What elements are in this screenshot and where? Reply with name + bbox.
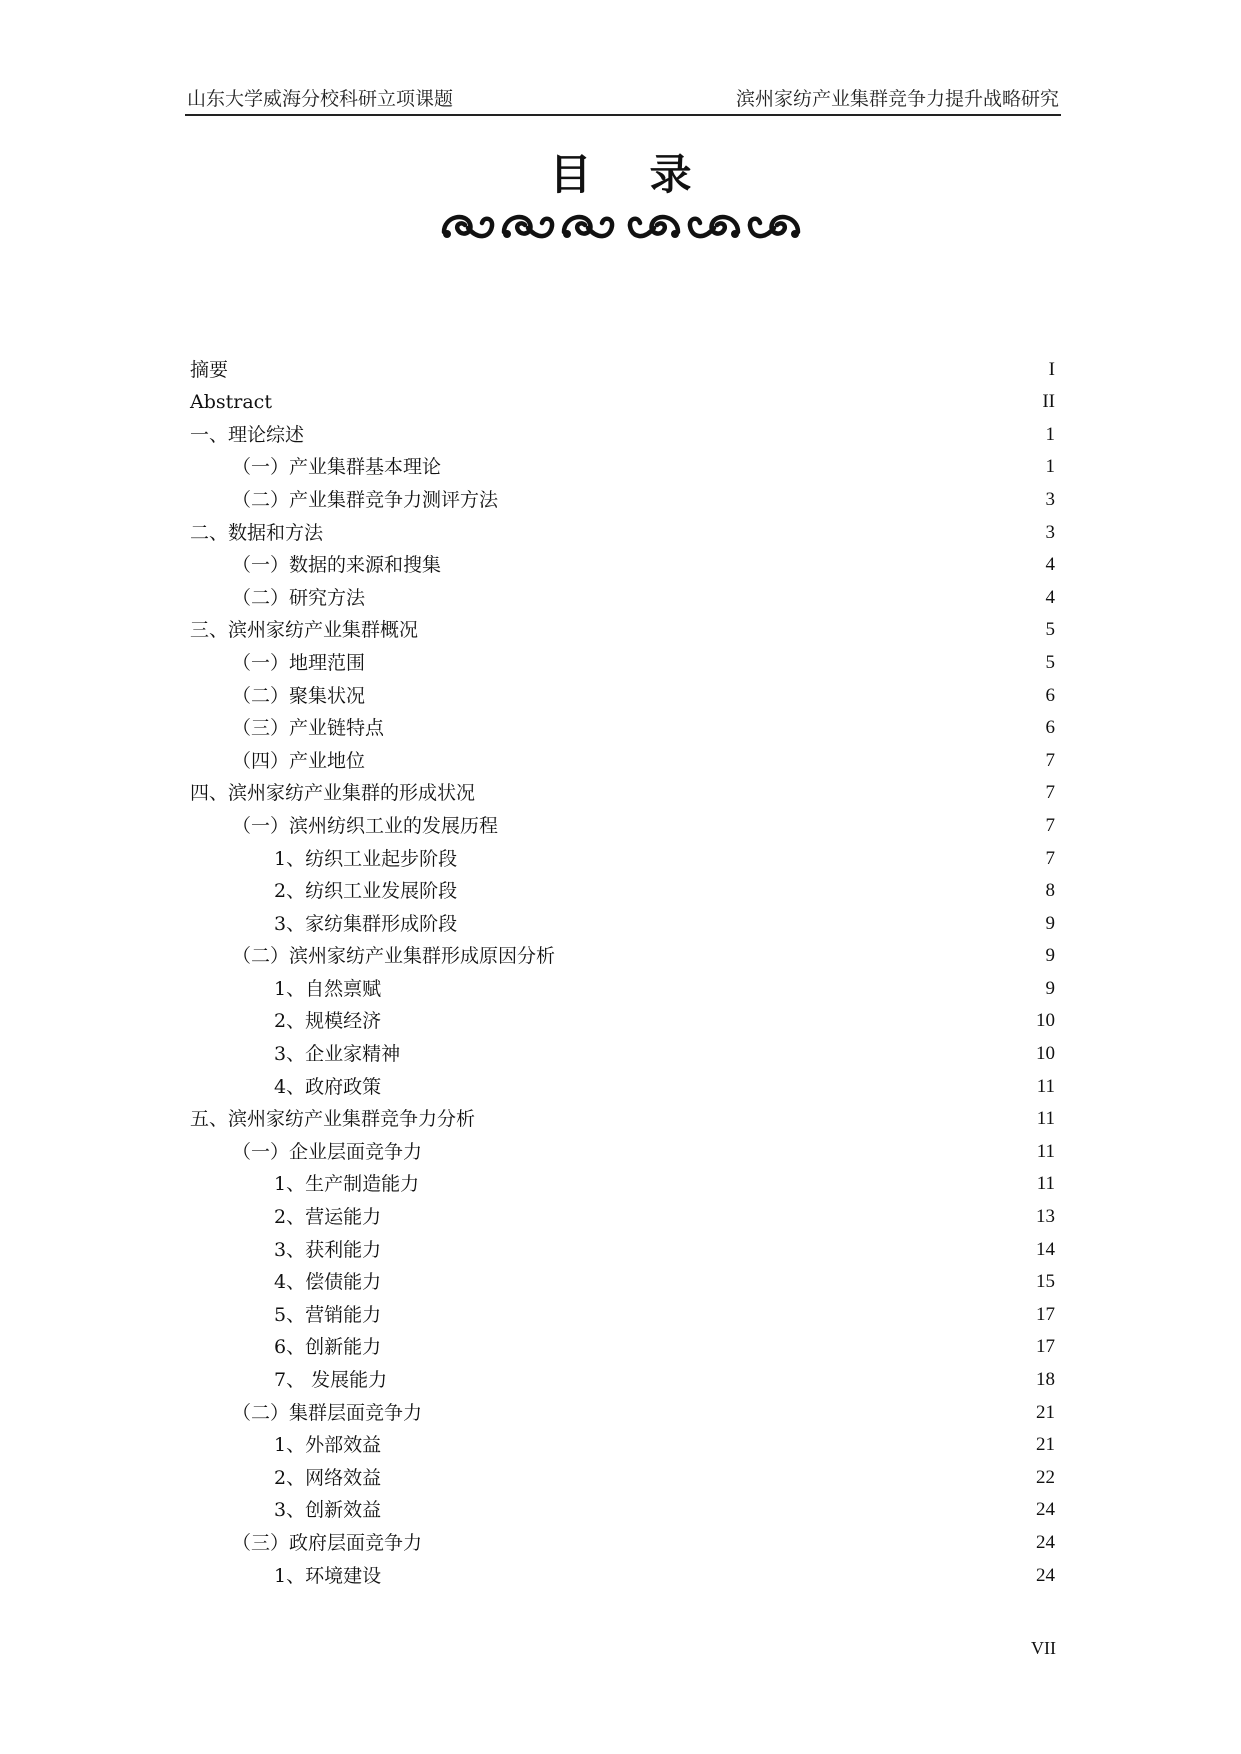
- toc-entry-page: 4: [1045, 554, 1055, 576]
- toc-entry[interactable]: [190, 1000, 1055, 1033]
- toc-entry-label: 3、获利能力: [274, 1238, 382, 1261]
- toc-entry-page: 7: [1045, 814, 1055, 836]
- toc-entry-page: 17: [1036, 1303, 1055, 1325]
- toc-entry-label: 2、营运能力: [274, 1206, 382, 1229]
- toc-entry[interactable]: [190, 576, 1055, 609]
- toc-entry[interactable]: [190, 1130, 1055, 1163]
- toc-dot-leader: [367, 750, 1043, 772]
- toc-entry[interactable]: [190, 609, 1055, 642]
- toc-dot-leader: [402, 1043, 1034, 1065]
- toc-entry[interactable]: [190, 935, 1055, 968]
- toc-entry-page: 7: [1045, 749, 1055, 771]
- toc-dot-leader: [383, 1499, 1034, 1521]
- toc-entry[interactable]: [190, 1261, 1055, 1294]
- toc-entry-label: （二）研究方法: [232, 586, 366, 609]
- toc-entry-label: （二）聚集状况: [232, 684, 366, 707]
- toc-dot-leader: [459, 880, 1043, 902]
- toc-entry-label: （一）产业集群基本理论: [232, 456, 442, 479]
- toc-dot-leader: [383, 1434, 1034, 1456]
- toc-entry[interactable]: [190, 1293, 1055, 1326]
- toc-entry-page: 5: [1045, 619, 1055, 641]
- toc-entry-page: 17: [1036, 1336, 1055, 1358]
- toc-entry-page: 9: [1045, 912, 1055, 934]
- toc-entry[interactable]: [190, 1489, 1055, 1522]
- toc-entry-page: 5: [1045, 651, 1055, 673]
- toc-entry-page: 1: [1045, 423, 1055, 445]
- toc-dot-leader: [383, 1239, 1034, 1261]
- toc-entry-label: 2、网络效益: [274, 1466, 382, 1489]
- toc-dot-leader: [367, 587, 1043, 609]
- toc-entry-page: II: [1042, 391, 1055, 413]
- toc-entry[interactable]: [190, 446, 1055, 479]
- toc-entry-page: 22: [1036, 1466, 1055, 1488]
- toc-entry-page: 11: [1036, 1173, 1055, 1195]
- toc-entry-label: 4、政府政策: [274, 1075, 382, 1098]
- toc-entry[interactable]: [190, 1228, 1055, 1261]
- toc-dot-leader: [500, 815, 1043, 837]
- toc-dot-leader: [443, 456, 1043, 478]
- page-number: VII: [1031, 1638, 1056, 1658]
- toc-entry[interactable]: [190, 1391, 1055, 1424]
- toc-dot-leader: [230, 359, 1047, 381]
- toc-entry[interactable]: [190, 1098, 1055, 1131]
- toc-dot-leader: [383, 978, 1043, 1000]
- toc-entry[interactable]: [190, 381, 1055, 414]
- toc-dot-leader: [386, 717, 1043, 739]
- toc-entry-label: 2、纺织工业发展阶段: [274, 880, 458, 903]
- toc-entry-page: 24: [1036, 1499, 1055, 1521]
- toc-entry[interactable]: [190, 1032, 1055, 1065]
- toc-entry-label: Abstract: [190, 391, 272, 414]
- header-left-text: 山东大学威海分校科研立项课题: [187, 88, 454, 110]
- toc-entry-label: 6、创新能力: [274, 1336, 382, 1359]
- toc-entry-page: 18: [1036, 1369, 1055, 1390]
- toc-entry-page: 1: [1045, 456, 1055, 478]
- toc-entry-page: 10: [1036, 1010, 1055, 1032]
- toc-entry[interactable]: [190, 1358, 1055, 1391]
- toc-entry[interactable]: [190, 641, 1055, 674]
- toc-entry-page: 9: [1045, 977, 1055, 999]
- toc-entry-page: 15: [1036, 1271, 1055, 1293]
- toc-entry-label: 一、理论综述: [190, 423, 305, 446]
- toc-entry[interactable]: [190, 674, 1055, 707]
- toc-entry-label: （一）滨州纺织工业的发展历程: [232, 814, 499, 837]
- toc-entry[interactable]: [190, 837, 1055, 870]
- running-header: [185, 86, 1061, 116]
- toc-entry[interactable]: [190, 348, 1055, 381]
- toc-entry-page: 11: [1036, 1108, 1055, 1130]
- toc-dot-leader: [424, 1402, 1034, 1424]
- toc-entry-label: 7、 发展能力: [274, 1369, 388, 1391]
- toc-entry-page: 24: [1036, 1531, 1055, 1553]
- toc-entry-page: 6: [1045, 717, 1055, 739]
- toc-entry-label: 1、环境建设: [274, 1564, 382, 1587]
- toc-entry-label: （三）政府层面竞争力: [232, 1531, 423, 1554]
- toc-entry[interactable]: [190, 1195, 1055, 1228]
- toc-entry-label: （一）地理范围: [232, 651, 366, 674]
- toc-dot-leader: [477, 1108, 1035, 1130]
- toc-entry[interactable]: [190, 1424, 1055, 1457]
- toc-entry-label: 1、外部效益: [274, 1434, 382, 1457]
- toc-entry-page: 21: [1036, 1434, 1055, 1456]
- toc-entry-label: 3、企业家精神: [274, 1043, 401, 1066]
- toc-entry-label: 四、滨州家纺产业集群的形成状况: [190, 782, 476, 805]
- toc-entry-label: （三）产业链特点: [232, 717, 385, 740]
- toc-entry[interactable]: [190, 1326, 1055, 1359]
- toc-entry-page: I: [1048, 358, 1055, 380]
- toc-dot-leader: [459, 848, 1043, 870]
- toc-dot-leader: [459, 913, 1043, 935]
- toc-dot-leader: [383, 1271, 1034, 1293]
- toc-dot-leader: [420, 619, 1043, 641]
- toc-entry[interactable]: [190, 1456, 1055, 1489]
- toc-entry-page: 4: [1045, 586, 1055, 608]
- toc-entry-label: 2、规模经济: [274, 1010, 382, 1033]
- toc-dot-leader: [274, 391, 1040, 413]
- toc-entry[interactable]: [190, 1521, 1055, 1554]
- toc-entry-label: 1、自然禀赋: [274, 977, 382, 1000]
- decorative-ornament: [438, 200, 804, 246]
- toc-entry-page: 14: [1036, 1238, 1055, 1260]
- toc-dot-leader: [383, 1336, 1034, 1358]
- toc-entry-page: 11: [1036, 1140, 1055, 1162]
- toc-entry-page: 3: [1045, 488, 1055, 510]
- toc-dot-leader: [367, 685, 1043, 707]
- page-title: 目录: [549, 150, 750, 199]
- toc-dot-leader: [383, 1565, 1034, 1587]
- toc-entry-page: 7: [1045, 847, 1055, 869]
- toc-dot-leader: [500, 489, 1043, 511]
- toc-entry-label: 1、生产制造能力: [274, 1173, 420, 1196]
- toc-dot-leader: [424, 1141, 1035, 1163]
- toc-entry[interactable]: [190, 804, 1055, 837]
- toc-dot-leader: [367, 652, 1043, 674]
- toc-dot-leader: [443, 554, 1043, 576]
- toc-entry[interactable]: [190, 967, 1055, 1000]
- toc-entry-label: （二）滨州家纺产业集群形成原因分析: [232, 945, 556, 968]
- toc-entry-label: 4、偿债能力: [274, 1271, 382, 1294]
- toc-entry[interactable]: [190, 1163, 1055, 1196]
- toc-entry-label: （一）数据的来源和搜集: [232, 554, 442, 577]
- toc-entry-label: 三、滨州家纺产业集群概况: [190, 619, 419, 642]
- toc-entry-label: 1、纺织工业起步阶段: [274, 847, 458, 870]
- toc-entry[interactable]: [190, 413, 1055, 446]
- toc-entry-page: 6: [1045, 684, 1055, 706]
- toc-entry-label: 二、数据和方法: [190, 521, 324, 544]
- toc-dot-leader: [306, 424, 1043, 446]
- toc-entry[interactable]: [190, 1065, 1055, 1098]
- toc-entry-label: （四）产业地位: [232, 749, 366, 772]
- toc-dot-leader: [383, 1010, 1034, 1032]
- toc-entry[interactable]: [190, 478, 1055, 511]
- toc-dot-leader: [383, 1206, 1034, 1228]
- toc-entry-label: 3、创新效益: [274, 1499, 382, 1522]
- toc-entry-page: 9: [1045, 945, 1055, 967]
- toc-entry-label: （一）企业层面竞争力: [232, 1140, 423, 1163]
- toc-entry-label: 摘要: [190, 358, 229, 381]
- toc-entry[interactable]: [190, 544, 1055, 577]
- toc-dot-leader: [389, 1369, 1034, 1391]
- toc-entry[interactable]: [190, 902, 1055, 935]
- toc-dot-leader: [477, 782, 1043, 804]
- toc-entry-page: 3: [1045, 521, 1055, 543]
- toc-entry-page: 11: [1036, 1075, 1055, 1097]
- toc-dot-leader: [383, 1304, 1034, 1326]
- toc-entry[interactable]: [190, 739, 1055, 772]
- toc-entry[interactable]: [190, 707, 1055, 740]
- toc-entry-page: 8: [1045, 880, 1055, 902]
- toc-entry-label: 3、家纺集群形成阶段: [274, 912, 458, 935]
- toc-dot-leader: [383, 1467, 1034, 1489]
- toc-entry-label: 5、营销能力: [274, 1303, 382, 1326]
- toc-entry-page: 24: [1036, 1564, 1055, 1586]
- toc-entry[interactable]: [190, 772, 1055, 805]
- toc-dot-leader: [421, 1173, 1035, 1195]
- toc-entry-label: 五、滨州家纺产业集群竞争力分析: [190, 1108, 476, 1131]
- toc-entry-label: （二）集群层面竞争力: [232, 1401, 423, 1424]
- toc-entry[interactable]: [190, 870, 1055, 903]
- toc-dot-leader: [383, 1076, 1035, 1098]
- toc-entry-page: 13: [1036, 1206, 1055, 1228]
- toc-entry-label: （二）产业集群竞争力测评方法: [232, 488, 499, 511]
- toc-entry-page: 10: [1036, 1043, 1055, 1065]
- header-right-text: 滨州家纺产业集群竞争力提升战略研究: [735, 88, 1059, 110]
- toc-dot-leader: [325, 522, 1043, 544]
- toc-entry[interactable]: [190, 1554, 1055, 1587]
- toc-entry-page: 7: [1045, 782, 1055, 804]
- toc-dot-leader: [424, 1532, 1034, 1554]
- table-of-contents: [190, 348, 1055, 1587]
- toc-entry-page: 21: [1036, 1401, 1055, 1423]
- toc-entry[interactable]: [190, 511, 1055, 544]
- toc-dot-leader: [557, 945, 1043, 967]
